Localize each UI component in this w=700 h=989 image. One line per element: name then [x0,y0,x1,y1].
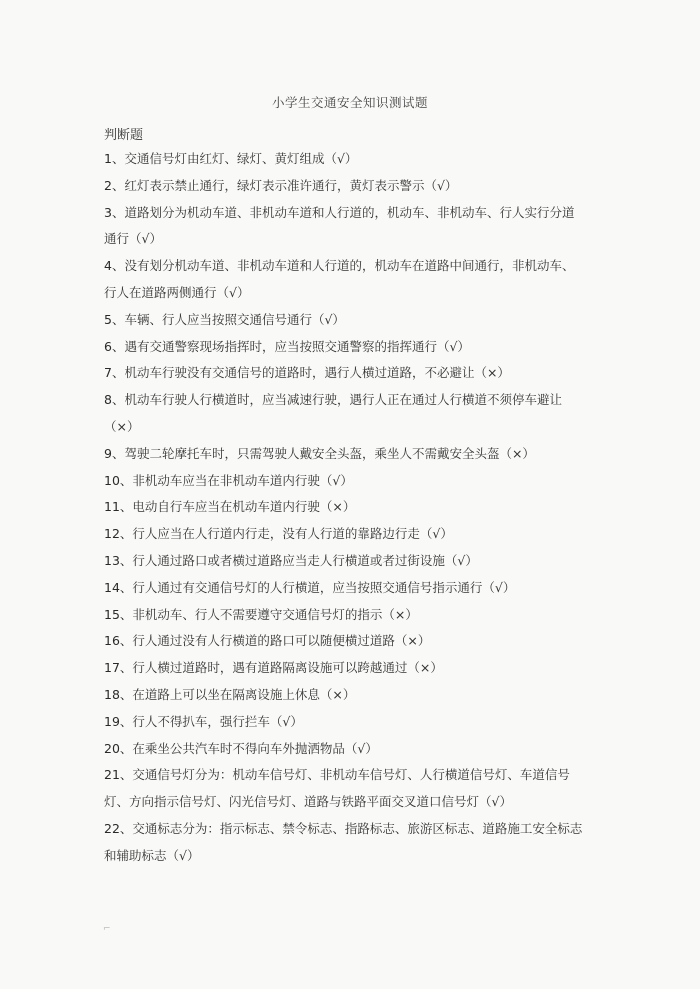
question-text: 没有划分机动车道、非机动车道和人行道的，机动车在道路中间通行，非机动车、行人在道路两侧通行（√） [104,258,575,300]
question-text: 交通信号灯由红灯、绿灯、黄灯组成（√） [124,151,358,166]
question-number: 3、 [104,204,125,220]
question-item [104,762,584,816]
question-text: 道路划分为机动车道、非机动车道和人行道的，机动车、非机动车、行人实行分道通行（√） [104,204,575,247]
question-text: 在乘坐公共汽车时不得向车外抛洒物品（√） [132,740,378,756]
question-number: 21、 [104,767,133,783]
question-text: 行人通过有交通信号灯的人行横道，应当按照交通信号指示通行（√） [132,579,516,595]
question-number: 14、 [104,579,133,595]
question-number: 1、 [104,151,125,166]
page-corner-mark: ⌐ [103,924,111,934]
question-item [104,628,584,655]
question-text: 遇有交通警察现场指挥时，应当按照交通警察的指挥通行（√） [124,338,470,354]
question-text: 电动自行车应当在机动车道内行驶（×） [132,499,356,515]
question-item [104,253,584,307]
question-text: 行人通过路口或者横过道路应当走人行横道或者过街设施（√） [132,552,478,568]
question-number: 5、 [104,311,125,327]
question-item [104,494,584,521]
question-item [104,200,584,254]
question-item [104,548,584,575]
question-number: 2、 [104,177,125,193]
question-item [104,575,584,602]
question-item [104,602,584,629]
question-text: 红灯表示禁止通行，绿灯表示准许通行，黄灯表示警示（√） [124,177,458,193]
question-item [104,334,584,361]
question-number: 6、 [104,338,125,354]
question-item [104,307,584,334]
question-item [104,682,584,709]
section-heading: 判断题 [104,128,144,143]
question-text: 非机动车、行人不需要遵守交通信号灯的指示（×） [132,606,418,622]
question-item [104,387,584,441]
question-number: 15、 [104,606,133,622]
question-number: 20、 [104,740,133,756]
question-text: 驾驶二轮摩托车时，只需驾驶人戴安全头盔，乘坐人不需戴安全头盔（×） [124,445,535,461]
question-number: 10、 [104,472,133,488]
question-text: 交通信号灯分为：机动车信号灯、非机动车信号灯、人行横道信号灯、车道信号灯、方向指示信号灯、闪光信号灯、道路与铁路平面交叉道口信号灯（√） [104,767,570,810]
question-text: 行人横过道路时，遇有道路隔离设施可以跨越通过（×） [132,660,443,676]
question-text: 机动车行驶没有交通信号的道路时，遇行人横过道路，不必避让（×） [124,365,510,381]
question-item [104,146,584,173]
question-text: 车辆、行人应当按照交通信号通行（√） [124,311,345,327]
question-number: 16、 [104,633,133,649]
question-list [104,146,584,870]
question-item [104,173,584,200]
question-number: 7、 [104,365,125,381]
question-text: 交通标志分为：指示标志、禁令标志、指路标志、旅游区标志、道路施工安全标志和辅助标志（√） [104,820,583,863]
document-title: 小学生交通安全知识测试题 [271,95,428,110]
question-number: 12、 [104,526,133,542]
question-number: 4、 [104,258,125,274]
question-number: 18、 [104,686,133,702]
question-number: 19、 [104,713,133,729]
question-number: 8、 [104,392,125,408]
question-text: 行人不得扒车，强行拦车（√） [132,713,303,729]
question-text: 在道路上可以坐在隔离设施上休息（×） [132,686,356,702]
question-number: 22、 [104,820,133,836]
question-text: 行人通过没有人行横道的路口可以随便横过道路（×） [132,633,431,649]
question-text: 行人应当在人行道内行走，没有人行道的靠路边行走（√） [132,526,453,542]
question-number: 9、 [104,445,125,461]
question-item [104,709,584,736]
question-item [104,441,584,468]
question-item [104,816,584,870]
question-item [104,655,584,682]
question-number: 11、 [104,499,133,515]
question-text: 非机动车应当在非机动车道内行驶（√） [132,472,353,488]
question-number: 13、 [104,552,133,568]
question-item [104,468,584,495]
question-item [104,736,584,763]
question-item [104,521,584,548]
question-number: 17、 [104,660,133,676]
question-item [104,360,584,387]
question-text: 机动车行驶人行横道时，应当减速行驶，遇行人正在通过人行横道不须停车避让（×） [104,392,562,434]
